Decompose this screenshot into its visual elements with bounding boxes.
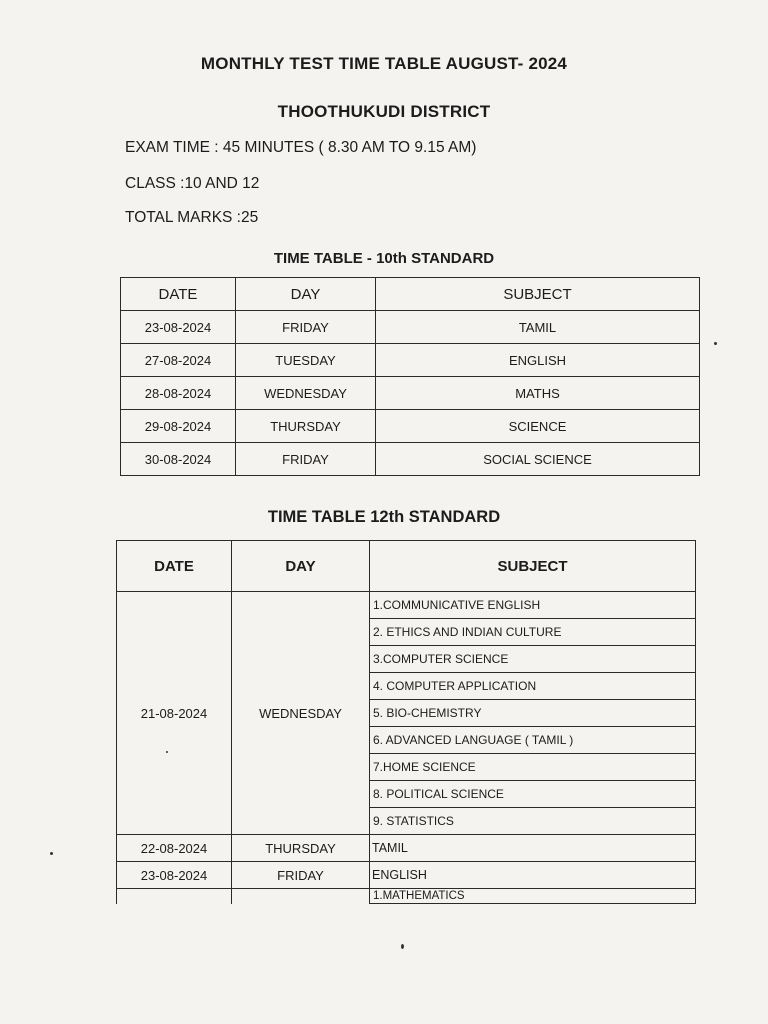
date-cell: 28-08-2024 <box>121 377 236 410</box>
subject-cell: TAMIL <box>370 835 696 862</box>
subject-cell: 5. BIO-CHEMISTRY <box>370 700 696 727</box>
class-line: CLASS :10 AND 12 <box>125 175 260 192</box>
table-row <box>117 889 696 904</box>
date-cell <box>117 889 232 904</box>
subject-cell: MATHS <box>376 377 700 410</box>
date-header: DATE <box>117 541 232 592</box>
table-row <box>117 862 696 889</box>
day-cell: WEDNESDAY <box>236 377 376 410</box>
subject-cell: 2. ETHICS AND INDIAN CULTURE <box>370 619 696 646</box>
date-cell: 23-08-2024 <box>117 862 232 889</box>
subject-cell: ENGLISH <box>376 344 700 377</box>
subject-cell: SOCIAL SCIENCE <box>376 443 700 476</box>
date-cell: 30-08-2024 <box>121 443 236 476</box>
date-cell: 27-08-2024 <box>121 344 236 377</box>
subject-cell: 7.HOME SCIENCE <box>370 754 696 781</box>
subject-cell: 9. STATISTICS <box>370 808 696 835</box>
subject-cell: 6. ADVANCED LANGUAGE ( TAMIL ) <box>370 727 696 754</box>
day-cell: FRIDAY <box>236 311 376 344</box>
subject-header: SUBJECT <box>370 541 696 592</box>
day-cell: FRIDAY <box>236 443 376 476</box>
scan-speck <box>401 944 404 949</box>
twelfth-standard-table <box>116 540 696 904</box>
table-header-row <box>121 278 700 311</box>
district-title: THOOTHUKUDI DISTRICT <box>277 102 491 121</box>
scan-speck <box>166 751 168 753</box>
date-cell: 21-08-2024 <box>117 592 232 835</box>
date-header: DATE <box>121 278 236 311</box>
date-cell: 23-08-2024 <box>121 311 236 344</box>
table-row <box>121 377 700 410</box>
subject-cell: 4. COMPUTER APPLICATION <box>370 673 696 700</box>
total-marks-line: TOTAL MARKS :25 <box>125 209 259 226</box>
table-row <box>117 592 696 619</box>
date-cell: 29-08-2024 <box>121 410 236 443</box>
twelfth-standard-heading: TIME TABLE 12th STANDARD <box>267 508 501 526</box>
date-cell: 22-08-2024 <box>117 835 232 862</box>
table-row <box>121 311 700 344</box>
day-cell: FRIDAY <box>232 862 370 889</box>
day-cell: TUESDAY <box>236 344 376 377</box>
day-header: DAY <box>232 541 370 592</box>
day-header: DAY <box>236 278 376 311</box>
table-header-row <box>117 541 696 592</box>
subject-cell: 3.COMPUTER SCIENCE <box>370 646 696 673</box>
day-cell: THURSDAY <box>236 410 376 443</box>
tenth-standard-table <box>120 277 700 476</box>
table-row <box>121 410 700 443</box>
subject-cell: 1.COMMUNICATIVE ENGLISH <box>370 592 696 619</box>
day-cell: WEDNESDAY <box>232 592 370 835</box>
subject-header: SUBJECT <box>376 278 700 311</box>
exam-time-line: EXAM TIME : 45 MINUTES ( 8.30 AM TO 9.15 AM) <box>125 139 477 156</box>
scan-speck <box>714 342 717 345</box>
subject-cell: 1.MATHEMATICS <box>370 889 696 904</box>
tenth-standard-heading: TIME TABLE - 10th STANDARD <box>273 250 495 267</box>
scan-speck <box>50 852 53 855</box>
day-cell <box>232 889 370 904</box>
table-row <box>121 443 700 476</box>
subject-cell: SCIENCE <box>376 410 700 443</box>
table-row <box>121 344 700 377</box>
subject-cell: ENGLISH <box>370 862 696 889</box>
subject-cell: 8. POLITICAL SCIENCE <box>370 781 696 808</box>
subject-cell: TAMIL <box>376 311 700 344</box>
day-cell: THURSDAY <box>232 835 370 862</box>
document-title: MONTHLY TEST TIME TABLE AUGUST- 2024 <box>200 54 568 73</box>
table-row <box>117 835 696 862</box>
